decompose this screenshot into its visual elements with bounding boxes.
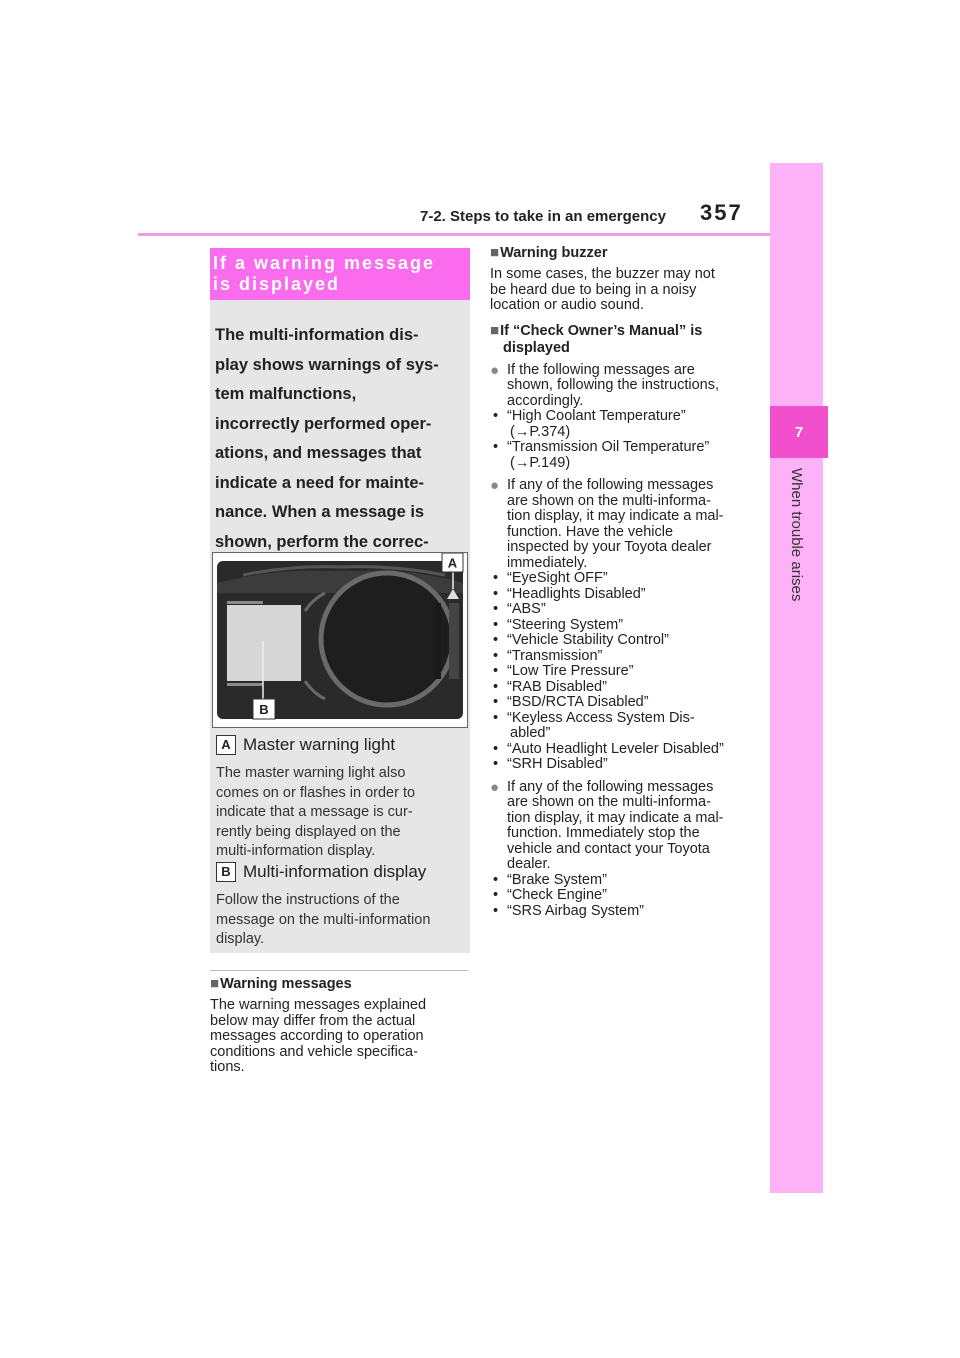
list-item: • “High Coolant Temperature” (→P.374) [493,408,686,440]
legend-desc-line: indicate that a message is cur- [216,804,413,820]
right-column [490,244,760,919]
legend-desc-line: multi-information display. [216,843,376,859]
instrument-cluster-figure [212,552,468,728]
list-item: • “Transmission Oil Temperature” (→P.149) [493,439,710,471]
warning-messages-section [210,975,470,1076]
para-line: In some cases, the buzzer may not [490,266,715,282]
section-header-line: If a warning message [213,253,436,273]
square-bullet-icon: ■ [490,321,500,339]
para-line: location or audio sound. [490,297,644,313]
bullet-paragraph: ● If any of the following messages are shown on the multi-informa- tion display, it may indicate a mal- function. Have the vehicle inspected by your Toyota dealer immediately. [490,477,724,571]
list-item: • “Steering System” [493,616,624,633]
summary-line: indicate a need for mainte- [215,473,425,492]
para-line: below may differ from the actual [210,1012,416,1029]
legend-desc-line: comes on or flashes in order to [216,784,416,801]
para-line: messages according to operation [210,1028,424,1044]
legend-desc-line: The master warning light also [216,765,406,781]
chapter-title: When trouble arises [788,468,805,602]
callout-b-label: B [259,702,269,717]
legend-master-warning [216,735,466,862]
info-box [210,248,470,953]
list-item: • “Keyless Access System Dis- abled” [493,709,695,741]
list-item: • “EyeSight OFF” [493,570,608,586]
summary-line: The multi-information dis- [215,326,419,344]
section-divider [210,970,468,971]
page-number: 357 [700,200,743,225]
summary-line: tem malfunctions, [215,385,357,403]
bullet-paragraph: ● If any of the following messages are shown on the multi-informa- tion display, it may indicate a mal- function. Immediately stop the vehicle and contact your Toyota dealer. [490,778,724,872]
list-item: • “Brake System” [493,871,607,888]
list-item: • “Transmission” [493,647,603,664]
legend-desc-line: display. [216,931,265,947]
list-item: • “Auto Headlight Leveler Disabled” [493,740,724,757]
list-item: • “Headlights Disabled” [493,585,646,602]
header-rule [138,233,770,236]
buzzer-heading: ■Warning buzzer [490,244,608,261]
list-item: • “RAB Disabled” [493,678,607,695]
summary-line: shown, perform the correc- [215,532,429,551]
para-line: tions. [210,1059,245,1075]
circle-bullet-icon: ● [490,477,500,494]
section-header-line: is displayed [213,274,341,294]
bullet-paragraph: ● If the following messages are shown, following the instructions, accordingly. [490,361,719,409]
warning-messages-heading: ■Warning messages [210,975,352,992]
chapter-label [770,468,823,668]
section-title: 7-2. Steps to take in an emergency [420,208,666,225]
legend-letter-a: A [216,735,236,755]
legend-title-a: Master warning light [243,735,396,754]
list-item: • “Vehicle Stability Control” [493,632,669,648]
summary-line: incorrectly performed oper- [215,414,432,433]
legend-desc-line: message on the multi-information [216,911,431,928]
section-header [210,248,470,300]
check-manual-heading: ■If “Check Owner’s Manual” is displayed [490,321,703,356]
list-item: • “BSD/RCTA Disabled” [493,694,649,710]
list-item: • “SRH Disabled” [493,756,608,772]
instrument-cluster-illustration [213,553,467,727]
circle-bullet-icon: ● [490,361,500,379]
list-item: • “SRS Airbag System” [493,902,644,919]
legend-desc-line: Follow the instructions of the [216,892,400,908]
summary-line: ations, and messages that [215,444,422,462]
para-line: conditions and vehicle specifica- [210,1043,418,1060]
legend-desc-line: rently being displayed on the [216,823,401,840]
callout-a-label: A [447,555,458,571]
legend-multi-info [216,862,466,950]
circle-bullet-icon: ● [490,778,500,796]
list-item: • “Low Tire Pressure” [493,663,634,679]
list-item: • “ABS” [493,601,546,617]
legend-title-b: Multi-information display [243,862,427,881]
summary-line: nance. When a message is [215,503,425,521]
square-bullet-icon: ■ [210,975,220,992]
summary-line: play shows warnings of sys- [215,355,439,374]
para-line: The warning messages explained [210,997,427,1013]
square-bullet-icon: ■ [490,244,500,261]
legend-letter-b: B [216,862,236,882]
chapter-number[interactable]: 7 [770,406,828,458]
side-tab-strip [770,163,823,1193]
para-line: be heard due to being in a noisy [490,281,697,298]
list-item: • “Check Engine” [493,887,607,903]
